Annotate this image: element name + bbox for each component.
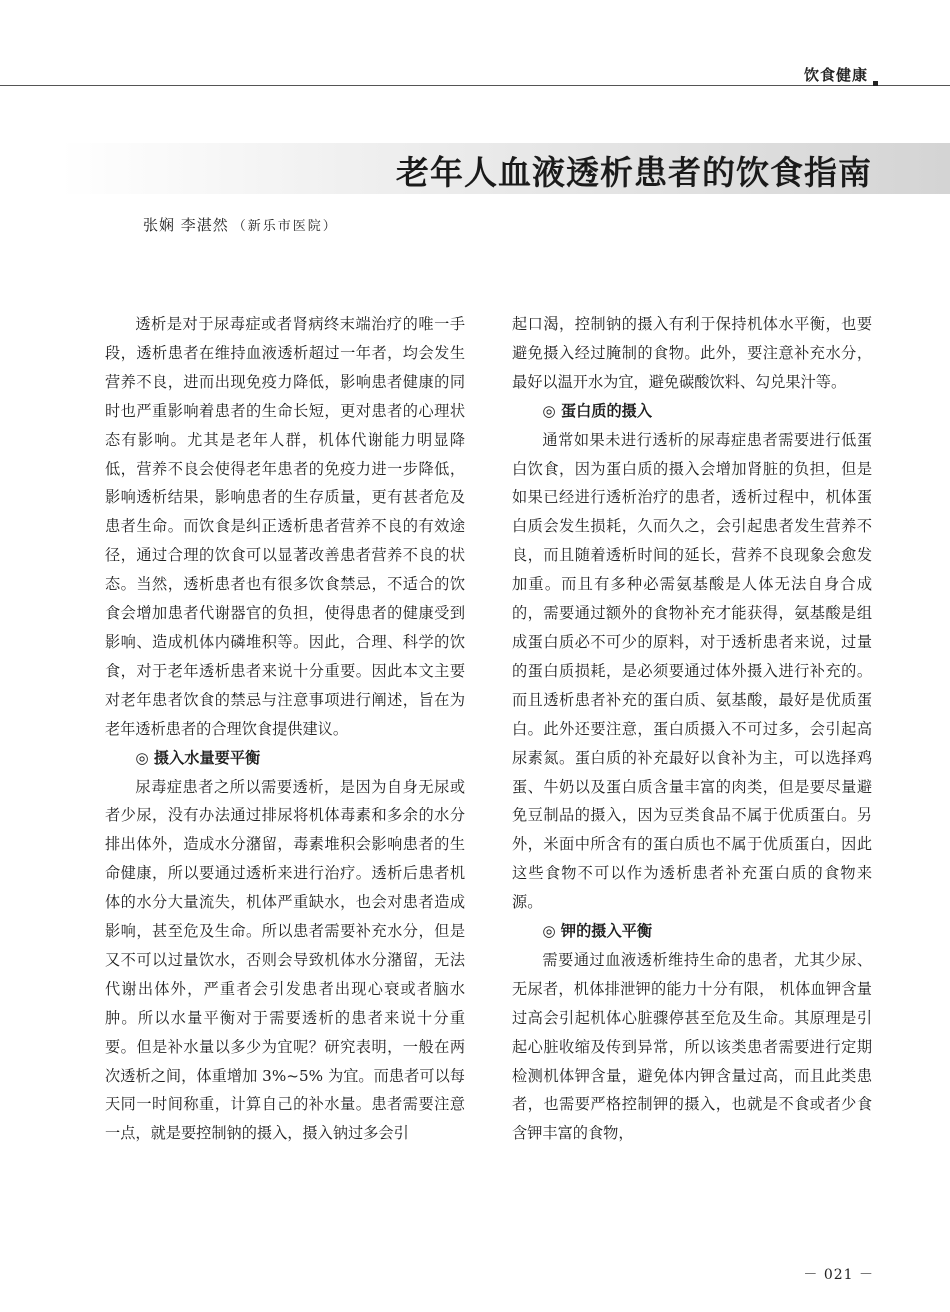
left-column: [105, 310, 465, 1148]
article-title: 老年人血液透析患者的饮食指南: [396, 153, 872, 192]
affiliation: （新乐市医院）: [232, 219, 338, 234]
byline: [143, 214, 338, 235]
heading-protein: ◎ 蛋白质的摄入: [542, 401, 653, 420]
authors: 张娴 李湛然: [143, 216, 229, 234]
protein-paragraph: 通常如果未进行透析的尿毒症患者需要进行低蛋白饮食，因为蛋白质的摄入会增加肾脏的负担，但是如果已经进行透析治疗的患者，透析过程中，机体蛋白质会发生损耗，久而久之，会引起患者发生营养不良，而且随着透析时间的延长，营养不良现象会愈发加重。而且有多种必需氨基酸是人体无法自身合成的，需要通过额外的食物补充才能获得，氨基酸是组成蛋白质必不可少的原料，对于透析患者来说，过量的蛋白质损耗，是必须要通过体外摄入进行补充的。而且透析患者补充的蛋白质、氨基酸，最好是优质蛋白。此外还要注意，蛋白质摄入不可过多，会引起高尿素氮。蛋白质的补充最好以食补为主，可以选择鸡蛋、牛奶以及蛋白质含量丰富的肉类，但是要尽量避免豆制品的摄入，因为豆类食品不属于优质蛋白。另外，米面中所含有的蛋白质也不属于优质蛋白，因此这些食物不可以作为透析患者补充蛋白质的食物来源。: [512, 430, 872, 912]
heading-water: ◎ 摄入水量要平衡: [135, 748, 261, 767]
right-column: [512, 310, 872, 1148]
heading-potassium: ◎ 钾的摄入平衡: [542, 922, 653, 941]
water-paragraph: 尿毒症患者之所以需要透析，是因为自身无尿或者少尿，没有办法通过排尿将机体毒素和多余的水分排出体外，造成水分潴留，毒素堆积会影响患者的生命健康，所以要通过透析来进行治疗。透析后患者机体的水分大量流失，机体严重缺水，也会对患者造成影响，甚至危及生命。所以患者需要补充水分，但是又不可以过量饮水，否则会导致机体水分潴留，无法代谢出体外，严重者会引发患者出现心衰或者脑水肿。所以水量平衡对于需要透析的患者来说十分重要。但是补水量以多少为宜呢？研究表明，一般在两次透析之间，体重增加 3%~5% 为宜。而患者可以每天同一时间称重，计算自己的补水量。患者需要注意一点，就是要控制钠的摄入，摄入钠过多会引: [105, 777, 465, 1143]
page-number: － 021 －: [803, 1267, 874, 1283]
intro-paragraph: 透析是对于尿毒症或者肾病终末端治疗的唯一手段，透析患者在维持血液透析超过一年者，均会发生营养不良，进而出现免疫力降低，影响患者健康的同时也严重影响着患者的生命长短，更对患者的心理状态有影响。尤其是老年人群，机体代谢能力明显降低，营养不良会使得老年患者的免疫力进一步降低，影响透析结果，影响患者的生存质量，更有甚者危及患者生命。而饮食是纠正透析患者营养不良的有效途径，通过合理的饮食可以显著改善患者营养不良的状态。当然，透析患者也有很多饮食禁忌，不适合的饮食会增加患者代谢器官的负担，使得患者的健康受到影响、造成机体内磷堆积等。因此，合理、科学的饮食，对于老年透析患者来说十分重要。因此本文主要对老年患者饮食的禁忌与注意事项进行阐述，旨在为老年透析患者的合理饮食提供建议。: [105, 315, 465, 738]
water-paragraph-continued: 起口渴，控制钠的摄入有利于保持机体水平衡，也要避免摄入经过腌制的食物。此外，要注意补充水分，最好以温开水为宜，避免碳酸饮料、勾兑果汁等。: [512, 315, 872, 391]
potassium-paragraph: 需要通过血液透析维持生命的患者，尤其少尿、无尿者，机体排泄钾的能力十分有限， 机体血钾含量过高会引起机体心脏骤停甚至危及生命。其原理是引起心脏收缩及传到异常，所以该类患者需要进行定期检测机体钾含量，避免体内钾含量过高，而且此类患者，也需要严格控制钾的摄入，也就是不食或者少食含钾丰富的食物，: [512, 950, 872, 1143]
section-marker: [873, 81, 878, 86]
section-tag: 饮食健康: [803, 66, 868, 84]
header-rule: [0, 85, 950, 86]
